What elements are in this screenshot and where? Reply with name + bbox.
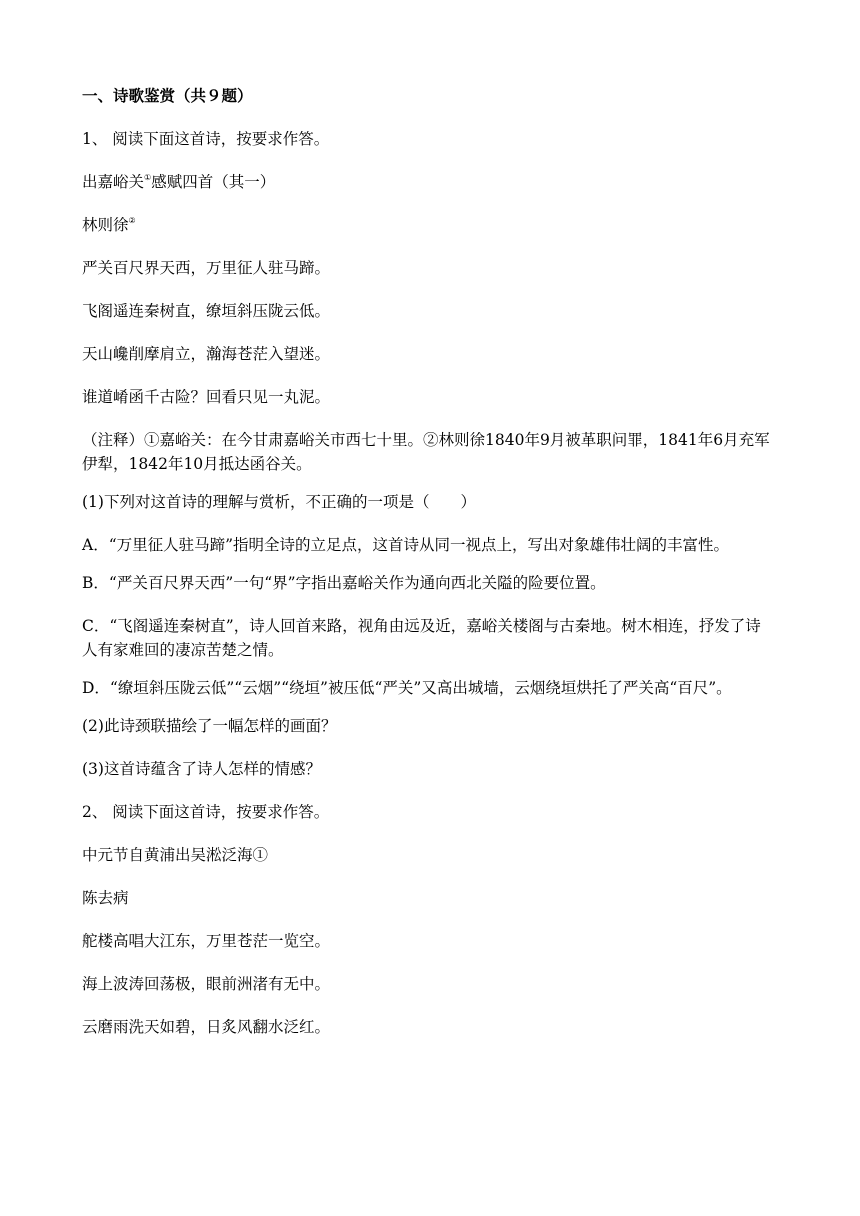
poem-2-title: 中元节自黄浦出吴淞泛海① xyxy=(82,846,269,864)
poem-2-line: 云磨雨洗天如碧，日炙风翻水泛红。 xyxy=(82,1018,331,1036)
footnote-mark-1: ① xyxy=(144,173,152,182)
poem-1-line: 天山巉削摩肩立，瀚海苍茫入望迷。 xyxy=(82,345,331,363)
option-a: A．“万里征人驻马蹄”指明全诗的立足点，这首诗从同一视点上，写出对象雄伟壮阔的丰富性。 xyxy=(82,536,730,554)
question-1-stem: 1、 阅读下面这首诗，按要求作答。 xyxy=(82,130,330,148)
footnote-mark-2: ② xyxy=(128,216,136,225)
sub-question-3: (3)这首诗蕴含了诗人怎样的情感？ xyxy=(82,760,321,778)
poem-1-author-name: 林则徐 xyxy=(82,216,129,234)
poem-1-line: 飞阁遥连秦树直，缭垣斜压陇云低。 xyxy=(82,302,331,320)
poem-2-author: 陈去病 xyxy=(82,889,129,907)
option-c: C．“飞阁遥连秦树直”，诗人回首来路，视角由远及近，嘉峪关楼阁与古秦地。树木相连，抒发了诗人有家难回的凄凉苦楚之情。 xyxy=(82,617,761,659)
poem-1-line: 谁道崤函千古险？回看只见一丸泥。 xyxy=(82,388,331,406)
sub-question-1: (1)下列对这首诗的理解与赏析，不正确的一项是（ ） xyxy=(82,493,476,511)
option-d: D．“缭垣斜压陇云低”“云烟”“绕垣”被压低“严关”又高出城墙，云烟绕垣烘托了严关高“百尺”。 xyxy=(82,679,732,697)
poem-1-annotation: （注释）①嘉峪关：在今甘肃嘉峪关市西七十里。②林则徐1840年9月被革职问罪，1841年6月充军伊犁，1842年10月抵达函谷关。 xyxy=(82,431,770,473)
poem-2-line: 海上波涛回荡极，眼前洲渚有无中。 xyxy=(82,975,331,993)
document-page xyxy=(82,84,772,1058)
sub-question-2: (2)此诗颈联描绘了一幅怎样的画面？ xyxy=(82,717,337,735)
poem-1-title-text: 出嘉峪关 xyxy=(82,173,145,191)
poem-1-author xyxy=(82,213,772,237)
section-heading: 一、诗歌鉴赏（共９题） xyxy=(82,87,253,105)
poem-1-title-rest: 感赋四首（其一） xyxy=(151,173,276,191)
option-b: B．“严关百尺界天西”一句“界”字指出嘉峪关作为通向西北关隘的险要位置。 xyxy=(82,574,606,592)
poem-2-line: 舵楼高唱大江东，万里苍茫一览空。 xyxy=(82,932,331,950)
question-2-stem: 2、 阅读下面这首诗，按要求作答。 xyxy=(82,803,330,821)
poem-1-title xyxy=(82,170,772,194)
poem-1-line: 严关百尺界天西，万里征人驻马蹄。 xyxy=(82,259,331,277)
